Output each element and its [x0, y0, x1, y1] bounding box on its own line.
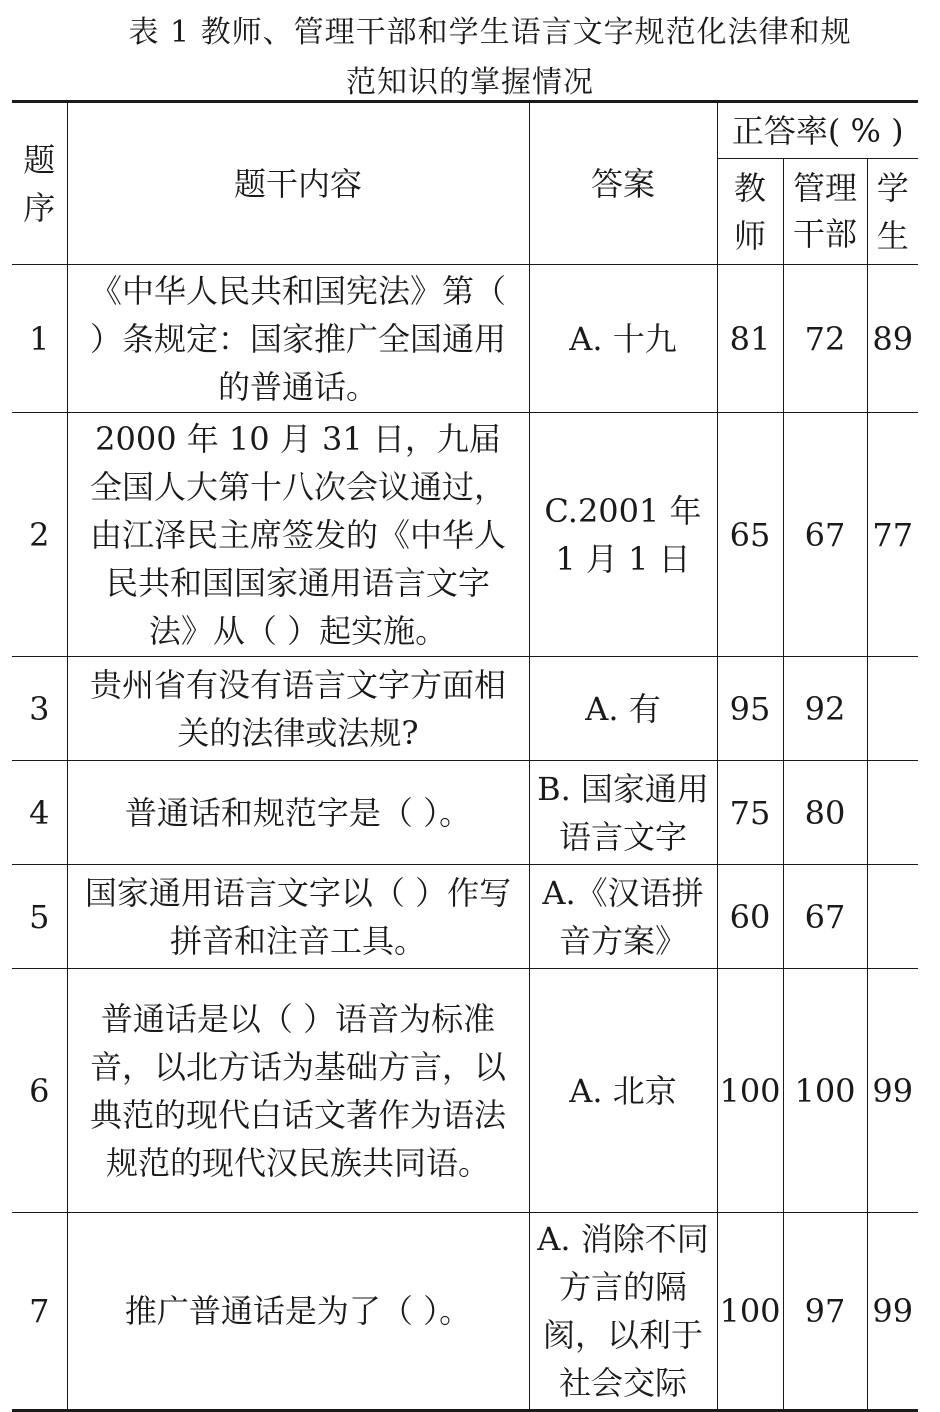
table-row [12, 265, 918, 413]
cell-teacher-rate: 65 [717, 413, 783, 657]
cell-student-rate [867, 865, 918, 969]
cell-seq: 1 [12, 265, 67, 413]
table-row [12, 761, 918, 865]
caption-line-2: 范知识的掌握情况 [346, 65, 594, 100]
cell-seq: 5 [12, 865, 67, 969]
cell-admin-rate: 92 [783, 657, 867, 761]
header-admin: 管理干部 [783, 159, 867, 265]
header-student: 学生 [867, 159, 918, 265]
cell-admin-rate: 67 [783, 865, 867, 969]
cell-answer: C.2001 年 1 月 1 日 [529, 413, 717, 657]
cell-teacher-rate: 95 [717, 657, 783, 761]
table-row [12, 1213, 918, 1411]
cell-student-rate: 99 [867, 969, 918, 1213]
cell-admin-rate: 100 [783, 969, 867, 1213]
table-row [12, 969, 918, 1213]
cell-seq: 2 [12, 413, 67, 657]
cell-seq: 6 [12, 969, 67, 1213]
cell-teacher-rate: 75 [717, 761, 783, 865]
cell-seq: 4 [12, 761, 67, 865]
cell-admin-rate: 80 [783, 761, 867, 865]
table-row [12, 657, 918, 761]
table-row [12, 865, 918, 969]
cell-teacher-rate: 60 [717, 865, 783, 969]
cell-teacher-rate: 100 [717, 1213, 783, 1411]
cell-answer: A. 北京 [529, 969, 717, 1213]
header-teacher: 教师 [717, 159, 783, 265]
header-question: 题干内容 [67, 102, 529, 265]
knowledge-table [12, 100, 918, 1412]
cell-answer: A. 消除不同方言的隔阂，以利于社会交际 [529, 1213, 717, 1411]
cell-question: 2000 年 10 月 31 日，九届全国人大第十八次会议通过，由江泽民主席签发的《中华人民共和国国家通用语言文字法》从（ ）起实施。 [67, 413, 529, 657]
table-caption [0, 8, 940, 108]
cell-question: 普通话是以（ ）语音为标准音，以北方话为基础方言，以典范的现代白话文著作为语法规范的现代汉民族共同语。 [67, 969, 529, 1213]
table-row [12, 413, 918, 657]
cell-student-rate: 89 [867, 265, 918, 413]
caption-line-1: 表 1 教师、管理干部和学生语言文字规范化法律和规 [128, 15, 852, 50]
cell-admin-rate: 72 [783, 265, 867, 413]
cell-teacher-rate: 100 [717, 969, 783, 1213]
cell-admin-rate: 97 [783, 1213, 867, 1411]
cell-question: 《中华人民共和国宪法》第（ ）条规定：国家推广全国通用的普通话。 [67, 265, 529, 413]
cell-student-rate: 77 [867, 413, 918, 657]
cell-seq: 7 [12, 1213, 67, 1411]
cell-answer: A. 十九 [529, 265, 717, 413]
cell-seq: 3 [12, 657, 67, 761]
cell-admin-rate: 67 [783, 413, 867, 657]
cell-student-rate [867, 761, 918, 865]
cell-question: 推广普通话是为了（ ）。 [67, 1213, 529, 1411]
cell-question: 贵州省有没有语言文字方面相关的法律或法规? [67, 657, 529, 761]
cell-question: 普通话和规范字是（ ）。 [67, 761, 529, 865]
header-answer: 答案 [529, 102, 717, 265]
header-seq: 题序 [12, 102, 67, 265]
cell-student-rate: 99 [867, 1213, 918, 1411]
cell-teacher-rate: 81 [717, 265, 783, 413]
cell-answer: B. 国家通用语言文字 [529, 761, 717, 865]
cell-answer: A. 有 [529, 657, 717, 761]
cell-answer: A.《汉语拼音方案》 [529, 865, 717, 969]
cell-student-rate [867, 657, 918, 761]
header-rate-group: 正答率( % ) [717, 102, 918, 159]
cell-question: 国家通用语言文字以（ ）作写拼音和注音工具。 [67, 865, 529, 969]
